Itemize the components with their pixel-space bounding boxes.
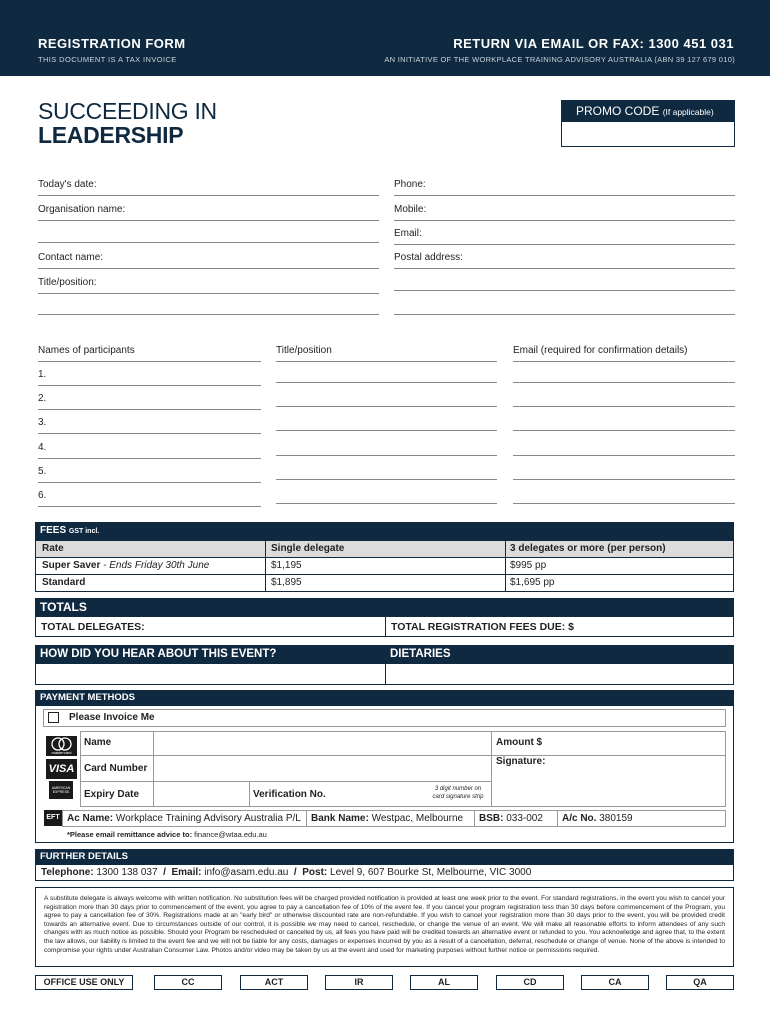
participant-title-3[interactable] [276, 430, 497, 431]
title-position-line2[interactable] [38, 314, 379, 315]
invoice-checkbox[interactable] [48, 712, 59, 723]
participant-email-6[interactable] [513, 503, 735, 504]
card-name-input[interactable] [154, 732, 490, 754]
mastercard-icon [46, 736, 77, 756]
mastercard-text: mastercard [51, 750, 72, 755]
fees-gst-note: GST incl. [68, 528, 100, 535]
eft-account-name [67, 813, 301, 824]
dietaries-label: DIETARIES [390, 648, 451, 660]
amex-icon: AMERICAN EXPRESS [49, 781, 73, 799]
fees-standard-multi: $1,695 pp [510, 577, 555, 588]
eft-acno-label: A/c No. [562, 813, 597, 824]
fees-standard-rate: Standard [42, 577, 86, 588]
participant-title-5[interactable] [276, 479, 497, 480]
participant-title-4[interactable] [276, 455, 497, 456]
eft-bsb [479, 813, 543, 824]
participants-names-header [38, 344, 261, 362]
card-grid-divider [249, 781, 250, 807]
eft-bsb-label: BSB: [479, 813, 504, 824]
contact-details-line [41, 867, 531, 878]
participants-title-header [276, 344, 497, 362]
office-box-qa[interactable]: QA [666, 975, 734, 990]
participant-number: 4. [38, 442, 47, 453]
verification-note [420, 786, 496, 801]
post-label: Post: [302, 867, 328, 878]
participants-title-label: Title/position [276, 345, 332, 356]
eft-divider [557, 810, 558, 827]
participant-email-3[interactable] [513, 430, 735, 431]
promo-code-note: (If applicable) [662, 107, 714, 117]
participant-email-1[interactable] [513, 382, 735, 383]
post-value: Level 9, 607 Bourke St, Melbourne, VIC 3000 [330, 867, 532, 878]
total-delegates-field[interactable]: TOTAL DELEGATES: [41, 621, 145, 633]
card-number-label: Card Number [84, 763, 148, 774]
office-box-al[interactable]: AL [410, 975, 478, 990]
totals-header: TOTALS [35, 598, 734, 616]
visa-icon: VISA [46, 759, 77, 779]
verification-label[interactable]: Verification No. [253, 789, 326, 800]
participant-number: 5. [38, 466, 47, 477]
super-saver-note: - Ends Friday 30th June [100, 560, 210, 571]
participant-name-6[interactable] [38, 489, 261, 507]
remittance-email[interactable]: finance@wtaa.edu.au [194, 830, 267, 839]
expiry-date-label: Expiry Date [84, 789, 140, 800]
office-box-act[interactable]: ACT [240, 975, 308, 990]
invoice-label: Please Invoice Me [69, 712, 155, 723]
expiry-date-input[interactable] [154, 782, 248, 806]
participants-email-header [513, 344, 735, 362]
contact-name-label: Contact name: [38, 252, 104, 263]
fees-super-saver-multi: $995 pp [510, 560, 547, 571]
eft-bank-value: Westpac, Melbourne [371, 813, 464, 824]
participant-number: 3. [38, 417, 47, 428]
form-title: REGISTRATION FORM [38, 36, 186, 51]
terms-and-conditions: A substitute delegate is always welcome with written notification. No substitution fees will be charged provided notification is provided at least one week prior to the event. For standard registrations, in the event you wish to cancel your registration more than 30 days prior to commencement of the event, you agree to pay a cancellation fee of 10% of the event fee. If you cancel your program registration less than 30 days before commencement of the Program, you agree to pay a cancellation fee of 30%. Registrations made at an "early bird" or otherwise discounted rate are non-refundable. If you wish to cancel your registration more than 30 days prior to the event, you will be provided credit towards an alternative event. Due to circumstances outside of our control, it is possible we may need to cancel, reschedule, or change the venue of an event. We will make all reasonable efforts to inform attendees of any such changes with as much notice as possible. Should your Program be rescheduled or cancelled by us, all fees you have paid will be credited towards an alternative event or refunded to you. You acknowledge and agree that, to the extent the law allows, our liability is limited to the event fee and we will not be liable for any costs, damages or expenses incurred by you as a result of a cancellation, deferral, reschedule or change of venue. None of the above is intended to compromise your rights under Australian Consumer Law. Photos and/or video may be taken by us at the event and used for marketing purposes without further notice or permissions required. [35, 887, 734, 967]
eft-account-number [562, 813, 633, 824]
participant-name-2[interactable] [38, 392, 261, 410]
page-header [0, 0, 770, 76]
fees-divider [35, 574, 734, 575]
participant-email-2[interactable] [513, 406, 735, 407]
payment-methods-header: PAYMENT METHODS [35, 690, 734, 705]
fees-col-divider [505, 540, 506, 592]
card-number-input[interactable] [154, 756, 490, 780]
eft-bank-label: Bank Name: [311, 813, 369, 824]
organisation-label: Organisation name: [38, 204, 126, 215]
telephone-value: 1300 138 037 [96, 867, 158, 878]
participant-number: 1. [38, 369, 47, 380]
promo-code-header [562, 101, 734, 122]
fees-super-saver-single: $1,195 [271, 560, 302, 571]
separator: / [163, 867, 166, 878]
hear-dietaries-divider [385, 663, 386, 685]
office-box-cd[interactable]: CD [496, 975, 564, 990]
email-contact-label: Email: [171, 867, 202, 878]
todays-date-label: Today's date: [38, 179, 97, 190]
participant-title-6[interactable] [276, 503, 497, 504]
postal-address-field[interactable] [394, 251, 735, 269]
participant-email-4[interactable] [513, 455, 735, 456]
further-details-header: FURTHER DETAILS [35, 849, 734, 864]
eft-icon: EFT [44, 810, 62, 826]
participant-name-5[interactable] [38, 465, 261, 483]
eft-ac-name-value: Workplace Training Advisory Australia P/L [115, 813, 301, 824]
promo-code-label: PROMO CODE [576, 104, 660, 118]
participant-title-2[interactable] [276, 406, 497, 407]
verification-note-line1: 3 digit number on [434, 786, 482, 792]
fees-header-rate: Rate [42, 543, 64, 554]
super-saver-label: Super Saver [42, 560, 101, 571]
tax-invoice-note: THIS DOCUMENT IS A TAX INVOICE [38, 55, 177, 64]
total-fees-due-field[interactable]: TOTAL REGISTRATION FEES DUE: $ [391, 621, 574, 633]
participant-name-4[interactable] [38, 441, 261, 459]
organisation-field-line2[interactable] [38, 242, 379, 243]
title-position-field[interactable] [38, 276, 379, 294]
phone-field[interactable] [394, 178, 735, 196]
fees-header-multi: 3 delegates or more (per person) [510, 543, 666, 554]
postal-address-line2[interactable] [394, 290, 735, 291]
fees-header [35, 522, 734, 540]
contact-name-field[interactable] [38, 251, 379, 269]
separator: / [293, 867, 297, 878]
office-box-ca[interactable]: CA [581, 975, 649, 990]
remittance-note [67, 830, 267, 839]
phone-label: Phone: [394, 179, 426, 190]
participant-name-3[interactable] [38, 416, 261, 434]
email-label: Email: [394, 228, 422, 239]
office-box-ir[interactable]: IR [325, 975, 393, 990]
email-contact-value[interactable]: info@asam.edu.au [204, 867, 289, 878]
postal-address-line3[interactable] [394, 314, 735, 315]
signature-label[interactable]: Signature: [496, 756, 546, 767]
course-title-line1: SUCCEEDING IN [38, 98, 217, 124]
participant-number: 2. [38, 393, 47, 404]
return-contact: RETURN VIA EMAIL OR FAX: 1300 451 031 [453, 36, 734, 51]
eft-acno-value: 380159 [599, 813, 633, 824]
promo-code-box[interactable] [561, 100, 735, 147]
card-grid-line [80, 781, 491, 782]
participant-name-1[interactable] [38, 368, 261, 386]
telephone-label: Telephone: [41, 867, 94, 878]
email-field[interactable] [394, 227, 735, 245]
participants-email-label: Email (required for confirmation details) [513, 345, 688, 356]
participants-names-label: Names of participants [38, 345, 135, 356]
eft-bsb-value: 033-002 [506, 813, 543, 824]
remittance-label: *Please email remittance advice to: [67, 830, 193, 839]
eft-ac-name-label: Ac Name: [67, 813, 114, 824]
title-position-label: Title/position: [38, 277, 97, 288]
eft-divider [306, 810, 307, 827]
amount-label[interactable]: Amount $ [496, 737, 543, 748]
fees-super-saver-rate [42, 560, 209, 571]
eft-divider [474, 810, 475, 827]
fees-col-divider [265, 540, 266, 592]
fees-standard-single: $1,895 [271, 577, 302, 588]
organisation-field[interactable] [38, 203, 379, 221]
todays-date-field[interactable] [38, 178, 379, 196]
mobile-field[interactable] [394, 203, 735, 221]
card-name-label: Name [84, 737, 112, 748]
course-title-line2: LEADERSHIP [38, 122, 184, 148]
fees-divider [35, 557, 734, 558]
mobile-label: Mobile: [394, 204, 427, 215]
eft-bank-name [311, 813, 463, 824]
postal-address-label: Postal address: [394, 252, 463, 263]
fees-label: FEES [40, 525, 67, 536]
office-use-label: OFFICE USE ONLY [35, 975, 133, 990]
hear-about-label: HOW DID YOU HEAR ABOUT THIS EVENT? [40, 648, 277, 660]
fees-header-single: Single delegate [271, 543, 345, 554]
verification-note-line2: card signature strip [432, 793, 484, 800]
office-box-cc[interactable]: CC [154, 975, 222, 990]
initiative-note: AN INITIATIVE OF THE WORKPLACE TRAINING ADVISORY AUSTRALIA (ABN 39 127 679 010) [384, 55, 735, 64]
totals-divider [385, 616, 386, 637]
participant-title-1[interactable] [276, 382, 497, 383]
participant-number: 6. [38, 490, 47, 501]
participant-email-5[interactable] [513, 479, 735, 480]
hear-dietaries-header [35, 645, 734, 663]
